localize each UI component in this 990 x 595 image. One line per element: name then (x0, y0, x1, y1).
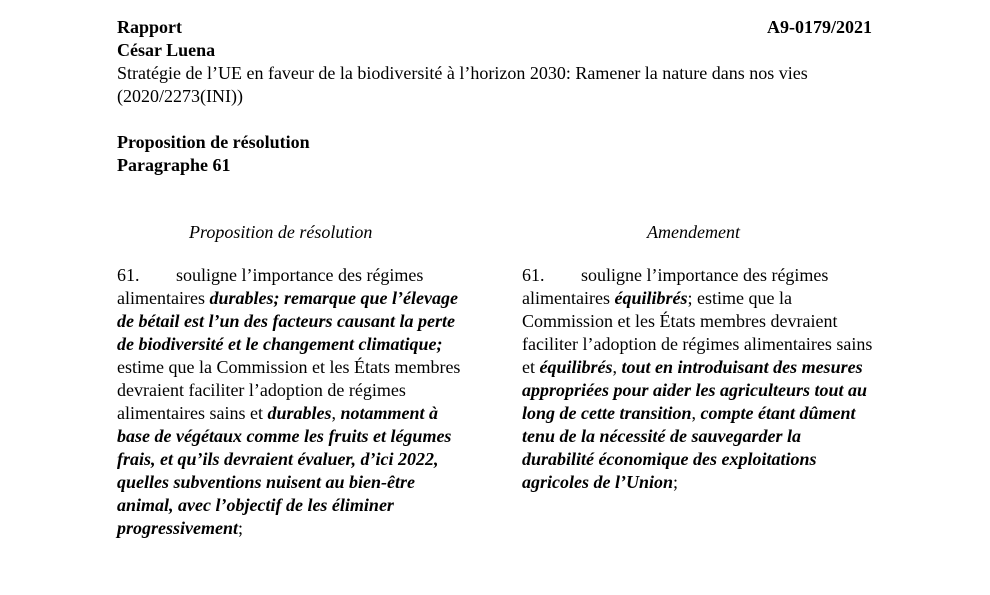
column-headings (117, 221, 877, 244)
amended-text-segment: compte étant dûment tenu de la nécessité de sauvegarder la durabilité économique des exploitations agricoles de l’Union (522, 403, 856, 492)
paragraph-label: Paragraphe 61 (117, 155, 231, 175)
spacer (117, 108, 872, 131)
paragraph-number: 61. (522, 265, 545, 285)
text-segment: , (612, 357, 622, 377)
header-row (117, 16, 872, 39)
report-label: Rapport (117, 17, 183, 37)
amended-text-segment: équilibrés (614, 288, 688, 308)
right-column-heading: Amendement (647, 222, 740, 242)
text-segment: ; estime que la Commission et les États membres devraient faciliter l’adoption de régimes alimentaires sains et (522, 288, 873, 377)
document-header (117, 16, 872, 177)
deleted-text-segment: durables (267, 403, 332, 423)
text-segment: estime que la Commission et les États membres devraient faciliter l’adoption de régimes alimentaires sains et (117, 357, 461, 423)
original-text-column (117, 264, 469, 540)
text-segment: ; (238, 518, 244, 538)
text-segment: souligne l’importance des régimes alimentaires (117, 265, 424, 308)
report-title: Stratégie de l’UE en faveur de la biodiversité à l’horizon 2030: Ramener la nature dans nos vies (117, 63, 808, 83)
paragraph-number: 61. (117, 265, 140, 285)
text-segment: souligne l’importance des régimes alimentaires (522, 265, 829, 308)
procedure-number: (2020/2273(INI)) (117, 86, 243, 106)
amended-text-segment: équilibrés (539, 357, 613, 377)
text-segment: , (331, 403, 341, 423)
left-column-heading: Proposition de résolution (189, 222, 373, 242)
comparison-table (117, 221, 877, 538)
document-number: A9-0179/2021 (767, 17, 872, 37)
text-segment: , (691, 403, 701, 423)
section-label: Proposition de résolution (117, 132, 310, 152)
text-segment: ; (673, 472, 679, 492)
rapporteur-name: César Luena (117, 40, 216, 60)
deleted-text-segment: notamment à base de végétaux comme les fruits et légumes frais, et qu’ils devraient évaluer, d’ici 2022, quelles subventions nuisent au bien-être animal, avec l’objectif de les éliminer progressivement (117, 403, 452, 538)
amended-text-segment: tout en introduisant des mesures appropriées pour aider les agriculteurs tout au long de cette transition (522, 357, 868, 423)
amendment-text-column (522, 264, 874, 494)
deleted-text-segment: durables; remarque que l’élevage de bétail est l’un des facteurs causant la perte de biodiversité et le changement climatique; (117, 288, 458, 354)
